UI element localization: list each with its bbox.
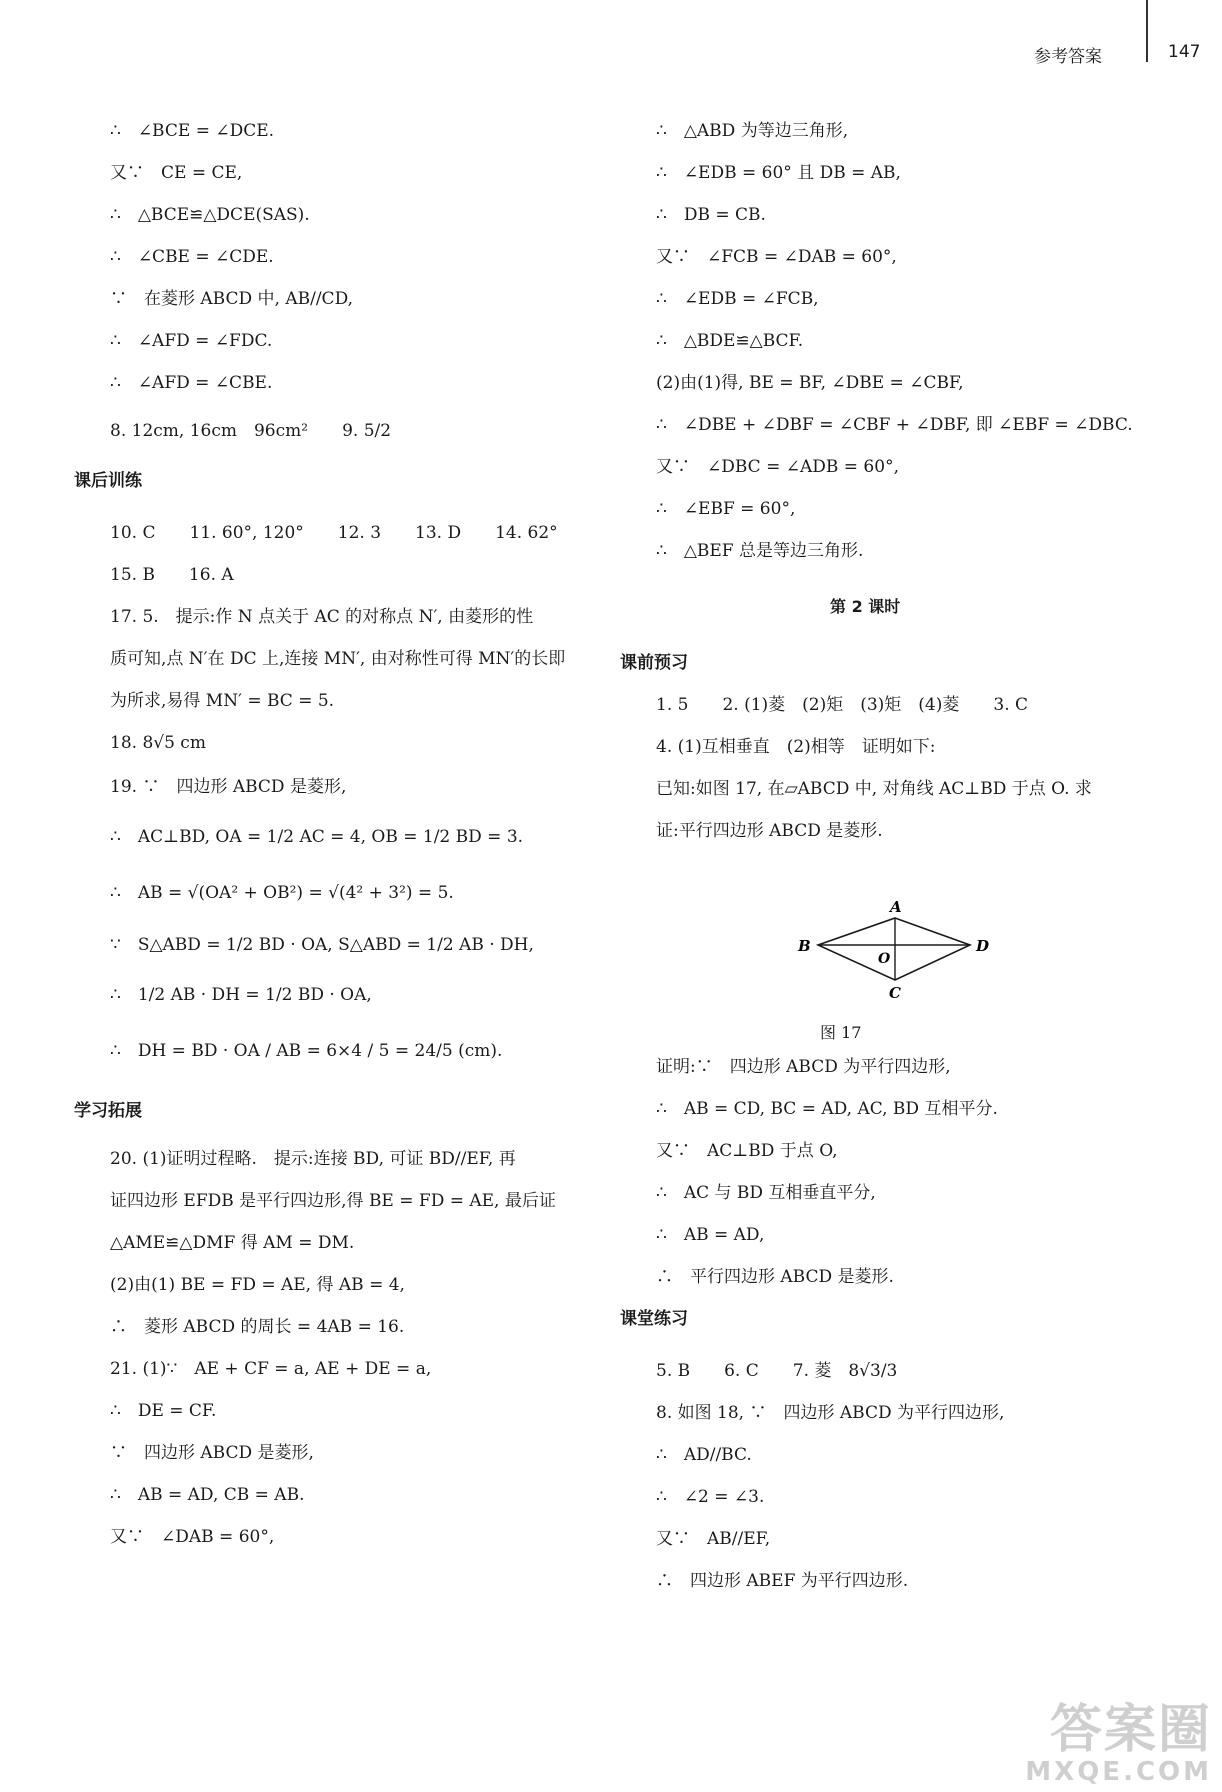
text-line: ∴ ∠EBF = 60°, bbox=[656, 499, 796, 519]
text-line: 又∵ ∠FCB = ∠DAB = 60°, bbox=[656, 247, 897, 267]
text-line: ∴ ∠DBE + ∠DBF = ∠CBF + ∠DBF, 即 ∠EBF = ∠DBC. bbox=[656, 415, 1133, 435]
label-o: O bbox=[878, 951, 891, 967]
text-line: (2)由(1)得, BE = BF, ∠DBE = ∠CBF, bbox=[656, 373, 964, 393]
text-line: 5. B 6. C 7. 菱 8√3/3 bbox=[656, 1361, 898, 1381]
text-line: ∴ AB = CD, BC = AD, AC, BD 互相平分. bbox=[656, 1099, 998, 1119]
label-a: A bbox=[890, 900, 902, 916]
text-line: 证明:∵ 四边形 ABCD 为平行四边形, bbox=[656, 1057, 951, 1077]
text-line: 又∵ CE = CE, bbox=[110, 163, 243, 183]
text-line: 19. ∵ 四边形 ABCD 是菱形, bbox=[110, 777, 347, 797]
text-line: ∴ AB = √(OA² + OB²) = √(4² + 3²) = 5. bbox=[110, 883, 454, 903]
text-line: ∵ S△ABD = 1/2 BD · OA, S△ABD = 1/2 AB · DH, bbox=[110, 935, 534, 955]
text-line: ∴ △BCE≌△DCE(SAS). bbox=[110, 205, 310, 225]
text-line: ∴ ∠EDB = 60° 且 DB = AB, bbox=[656, 163, 901, 183]
text-line: ∴ △ABD 为等边三角形, bbox=[656, 121, 849, 141]
text-line: 为所求,易得 MN′ = BC = 5. bbox=[110, 691, 335, 711]
figure-caption: 图 17 bbox=[820, 1023, 862, 1042]
header-title: 参考答案 bbox=[1034, 47, 1102, 67]
section-heading: 课前预习 bbox=[620, 653, 688, 673]
section-heading: 学习拓展 bbox=[74, 1101, 142, 1121]
watermark-url: MXQE.COM bbox=[1025, 1757, 1212, 1787]
text-line: ∴ △BEF 总是等边三角形. bbox=[656, 541, 864, 561]
text-line: ∴ 1/2 AB · DH = 1/2 BD · OA, bbox=[110, 985, 372, 1005]
text-line: ∴ DE = CF. bbox=[110, 1401, 217, 1421]
text-line: ∴ AC 与 BD 互相垂直平分, bbox=[656, 1183, 876, 1203]
text-line: 8. 12cm, 16cm 96cm² 9. 5/2 bbox=[110, 421, 392, 441]
text-line: 证:平行四边形 ABCD 是菱形. bbox=[656, 821, 883, 841]
watermark-logo-text: 答案圈 bbox=[1049, 1700, 1212, 1760]
text-line: 又∵ ∠DAB = 60°, bbox=[110, 1527, 275, 1547]
header-divider bbox=[1146, 0, 1148, 62]
text-line: 15. B 16. A bbox=[110, 565, 234, 585]
text-line: ∴ AC⊥BD, OA = 1/2 AC = 4, OB = 1/2 BD = 3. bbox=[110, 827, 524, 847]
text-line: 又∵ AB//EF, bbox=[656, 1529, 771, 1549]
text-line: ∴ ∠AFD = ∠CBE. bbox=[110, 373, 273, 393]
label-c: C bbox=[889, 984, 901, 1002]
text-line: ∴ 平行四边形 ABCD 是菱形. bbox=[656, 1267, 894, 1287]
text-line: ∴ DH = BD · OA / AB = 6×4 / 5 = 24/5 (cm). bbox=[110, 1041, 503, 1061]
text-line: △AME≌△DMF 得 AM = DM. bbox=[110, 1233, 355, 1253]
text-line: 又∵ AC⊥BD 于点 O, bbox=[656, 1141, 838, 1161]
section-heading: 课堂练习 bbox=[620, 1309, 688, 1329]
text-line: 17. 5. 提示:作 N 点关于 AC 的对称点 N′, 由菱形的性 bbox=[110, 607, 534, 627]
lesson-title: 第 2 课时 bbox=[830, 597, 901, 616]
page-number: 147 bbox=[1168, 42, 1201, 62]
text-line: 4. (1)互相垂直 (2)相等 证明如下: bbox=[656, 737, 936, 757]
text-line: 1. 5 2. (1)菱 (2)矩 (3)矩 (4)菱 3. C bbox=[656, 695, 1029, 715]
label-b: B bbox=[798, 937, 811, 955]
text-line: ∴ AB = AD, bbox=[656, 1225, 765, 1245]
text-line: ∵ 四边形 ABCD 是菱形, bbox=[110, 1443, 314, 1463]
rhombus-abcd bbox=[818, 918, 970, 980]
text-line: ∴ DB = CB. bbox=[656, 205, 766, 225]
section-heading: 课后训练 bbox=[74, 471, 142, 491]
text-line: 20. (1)证明过程略. 提示:连接 BD, 可证 BD//EF, 再 bbox=[110, 1149, 516, 1169]
text-line: 8. 如图 18, ∵ 四边形 ABCD 为平行四边形, bbox=[656, 1403, 1005, 1423]
text-line: 质可知,点 N′在 DC 上,连接 MN′, 由对称性可得 MN′的长即 bbox=[110, 649, 566, 669]
text-line: ∴ ∠BCE = ∠DCE. bbox=[110, 121, 275, 141]
text-line: 证四边形 EFDB 是平行四边形,得 BE = FD = AE, 最后证 bbox=[110, 1191, 556, 1211]
label-d: D bbox=[976, 937, 990, 955]
text-line: 18. 8√5 cm bbox=[110, 733, 206, 753]
text-line: ∴ AB = AD, CB = AB. bbox=[110, 1485, 305, 1505]
text-line: 21. (1)∵ AE + CF = a, AE + DE = a, bbox=[110, 1359, 432, 1379]
text-line: (2)由(1) BE = FD = AE, 得 AB = 4, bbox=[110, 1275, 405, 1295]
text-line: ∴ ∠EDB = ∠FCB, bbox=[656, 289, 819, 309]
text-line: ∵ 在菱形 ABCD 中, AB//CD, bbox=[110, 289, 353, 309]
text-line: 已知:如图 17, 在▱ABCD 中, 对角线 AC⊥BD 于点 O. 求 bbox=[656, 779, 1092, 799]
text-line: ∴ 菱形 ABCD 的周长 = 4AB = 16. bbox=[110, 1317, 405, 1337]
figure-17-rhombus bbox=[790, 900, 1000, 1010]
text-line: ∴ 四边形 ABEF 为平行四边形. bbox=[656, 1571, 909, 1591]
text-line: 10. C 11. 60°, 120° 12. 3 13. D 14. 62° bbox=[110, 523, 558, 543]
text-line: ∴ ∠AFD = ∠FDC. bbox=[110, 331, 273, 351]
text-line: ∴ AD//BC. bbox=[656, 1445, 752, 1465]
text-line: ∴ ∠CBE = ∠CDE. bbox=[110, 247, 274, 267]
text-line: ∴ ∠2 = ∠3. bbox=[656, 1487, 765, 1507]
text-line: ∴ △BDE≌△BCF. bbox=[656, 331, 804, 351]
watermark bbox=[1025, 1702, 1212, 1786]
text-line: 又∵ ∠DBC = ∠ADB = 60°, bbox=[656, 457, 899, 477]
